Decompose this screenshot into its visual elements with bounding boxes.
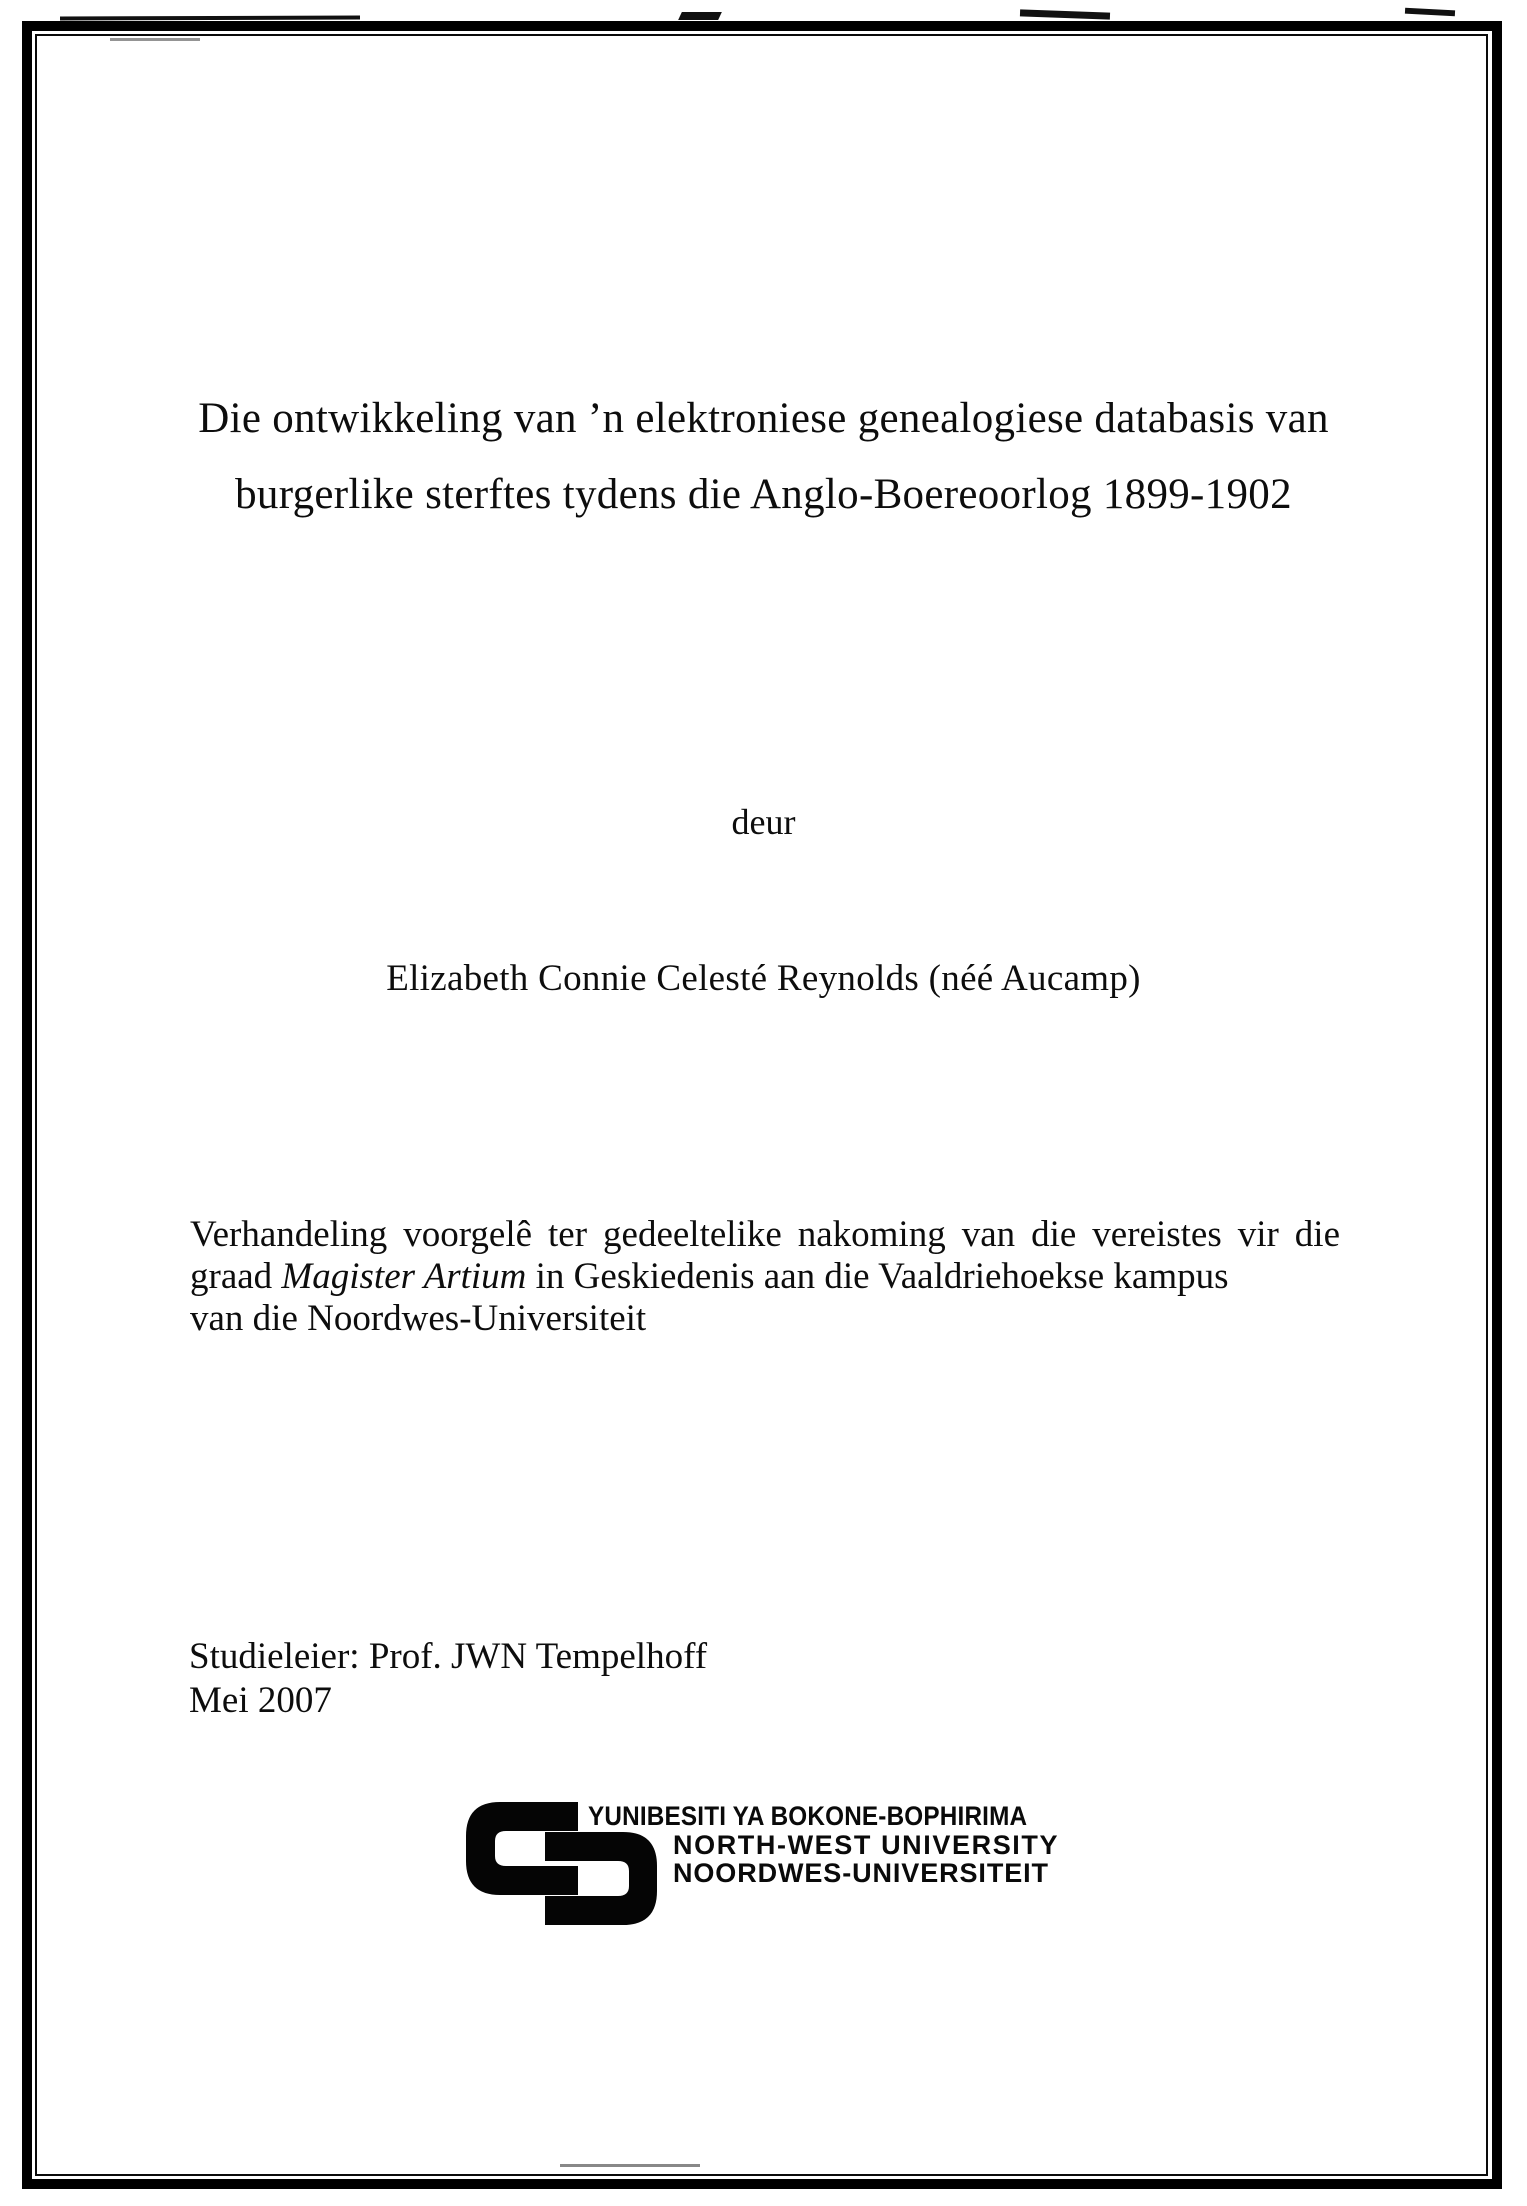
scan-artifact (1405, 8, 1455, 17)
scan-artifact (560, 2164, 700, 2167)
supervisor-line: Studieleier: Prof. JWN Tempelhoff (189, 1636, 708, 1677)
thesis-title-line-1: Die ontwikkeling van ’n elektroniese genealogiese databasis van (198, 395, 1329, 442)
author-name: Elizabeth Connie Celesté Reynolds (néé Aucamp) (386, 958, 1141, 999)
thesis-title (0, 381, 1527, 533)
byline-label: deur (731, 802, 796, 842)
supervisor-block (189, 1635, 707, 1723)
scan-artifact (1020, 9, 1110, 19)
scan-artifact (678, 12, 722, 20)
degree-statement (190, 1214, 1340, 1340)
degree-statement-line-2-pre: graad (190, 1256, 282, 1297)
thesis-title-line-2: burgerlike sterftes tydens die Anglo-Boereoorlog 1899-1902 (235, 471, 1292, 518)
degree-statement-line-3: van die Noordwes-Universiteit (190, 1298, 647, 1339)
degree-statement-line-2-post: in Geskiedenis aan die Vaaldriehoekse kampus (526, 1256, 1229, 1297)
logo-text-line-2: NORTH-WEST UNIVERSITY (673, 1830, 1060, 1860)
date-line: Mei 2007 (189, 1680, 332, 1721)
logo-text-line-3: NOORDWES-UNIVERSITEIT (673, 1858, 1049, 1888)
scan-artifact (110, 38, 200, 41)
degree-statement-line-1: Verhandeling voorgelê ter gedeeltelike nakoming van die vereistes vir die (190, 1214, 1340, 1255)
scan-artifact (60, 15, 360, 20)
degree-name: Magister Artium (281, 1256, 527, 1297)
logo-text-line-1: YUNIBESITI YA BOKONE-BOPHIRIMA (588, 1801, 1028, 1831)
degree-statement-line-2 (190, 1256, 1340, 1298)
